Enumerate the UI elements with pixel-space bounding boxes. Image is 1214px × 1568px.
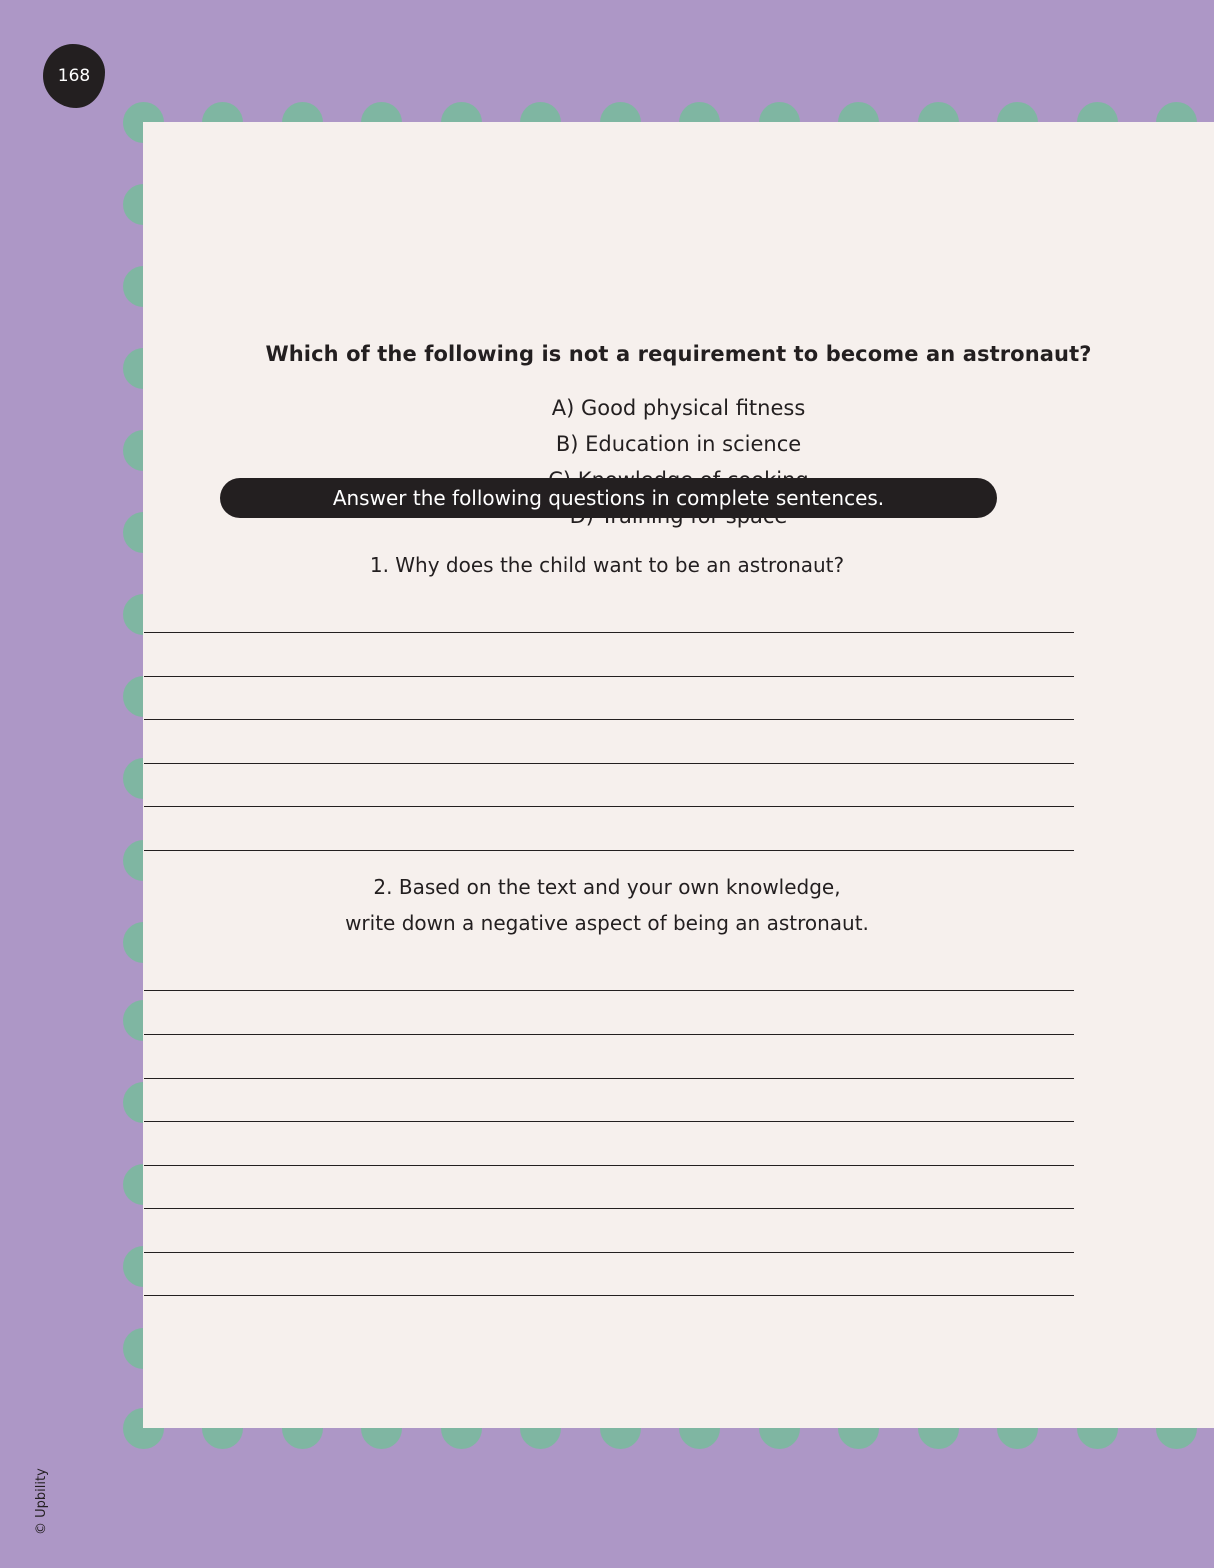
worksheet-sheet (143, 122, 1214, 1428)
instruction-banner (220, 478, 997, 518)
writing-line[interactable] (144, 850, 1074, 851)
question-2-line-2: write down a negative aspect of being an astronaut. (345, 911, 869, 935)
writing-line[interactable] (144, 1034, 1074, 1035)
writing-line[interactable] (144, 806, 1074, 807)
page-number-badge (43, 44, 105, 108)
writing-line[interactable] (144, 990, 1074, 991)
writing-line[interactable] (144, 676, 1074, 677)
question-1: 1. Why does the child want to be an astronaut? (369, 553, 845, 577)
writing-line[interactable] (144, 1295, 1074, 1296)
page-number: 168 (57, 66, 91, 86)
writing-line[interactable] (144, 719, 1074, 720)
question-2-line-1: 2. Based on the text and your own knowledge, (373, 875, 841, 899)
writing-line[interactable] (144, 1252, 1074, 1253)
writing-line[interactable] (144, 1208, 1074, 1209)
writing-line[interactable] (144, 1165, 1074, 1166)
writing-line[interactable] (144, 1121, 1074, 1122)
option-b[interactable]: B) Education in science (555, 432, 802, 456)
copyright-text: © Upbility (34, 1468, 49, 1535)
writing-line[interactable] (144, 1078, 1074, 1079)
option-a[interactable]: A) Good physical fitness (551, 396, 806, 420)
multiple-choice-question: Which of the following is not a requirement to become an astronaut? (265, 342, 1092, 366)
writing-line[interactable] (144, 632, 1074, 633)
writing-line[interactable] (144, 763, 1074, 764)
instruction-text: Answer the following questions in complete sentences. (332, 486, 885, 510)
